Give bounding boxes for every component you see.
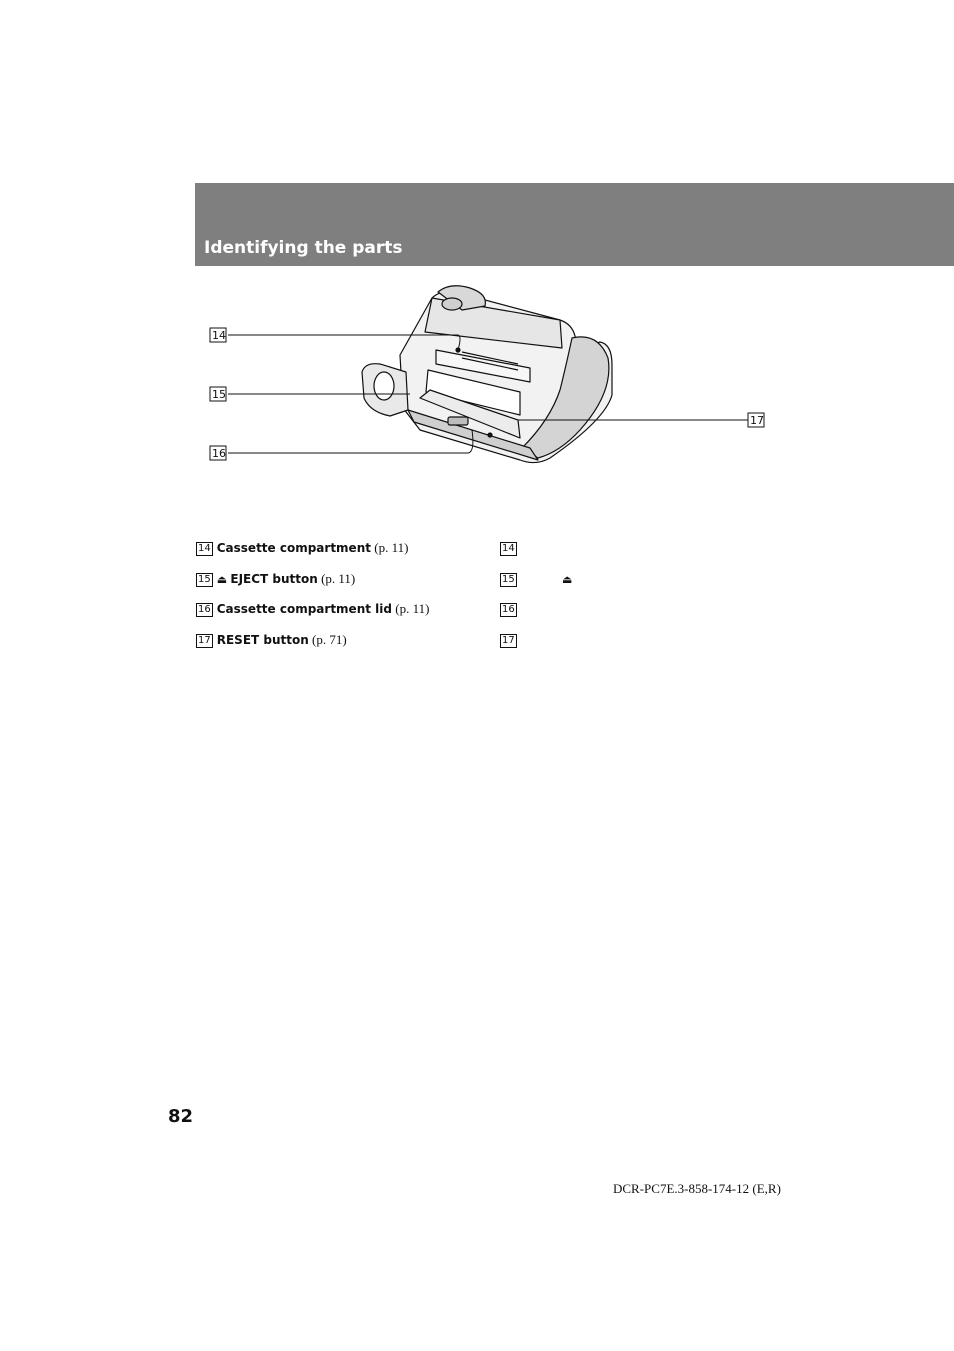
right-item-15 xyxy=(500,571,521,587)
eject-icon: ⏏ xyxy=(562,573,573,586)
item-name: Cassette compartment lid xyxy=(216,602,392,616)
parts-item-reset-button xyxy=(196,632,347,648)
parts-item-cassette-compartment xyxy=(196,540,408,556)
item-number: 15 xyxy=(502,574,515,586)
right-item-16 xyxy=(500,601,521,617)
page-title: Identifying the parts xyxy=(204,238,403,258)
right-item-17 xyxy=(500,632,521,648)
item-page-ref: (p. 11) xyxy=(374,540,409,555)
eject-icon: ⏏ xyxy=(216,573,228,586)
item-name: RESET button xyxy=(216,633,309,647)
item-number: 14 xyxy=(198,543,211,555)
callout-14: 14 xyxy=(212,329,226,342)
callout-16: 16 xyxy=(212,447,226,460)
item-name: EJECT button xyxy=(230,572,318,586)
document-code: DCR-PC7E.3-858-174-12 (E,R) xyxy=(613,1181,781,1196)
parts-item-eject-button xyxy=(196,571,355,587)
item-page-ref: (p. 11) xyxy=(395,601,430,616)
item-number: 14 xyxy=(502,543,515,555)
parts-item-cassette-lid xyxy=(196,601,429,617)
item-name: Cassette compartment xyxy=(216,541,371,555)
right-item-14 xyxy=(500,540,521,556)
item-page-ref: (p. 11) xyxy=(321,571,356,586)
item-number: 16 xyxy=(502,604,515,616)
item-page-ref: (p. 71) xyxy=(312,632,347,647)
page-number: 82 xyxy=(168,1106,194,1127)
item-number: 17 xyxy=(502,635,515,647)
callout-17: 17 xyxy=(750,414,764,427)
item-number: 17 xyxy=(198,635,211,647)
item-number: 16 xyxy=(198,604,211,616)
item-number: 15 xyxy=(198,574,211,586)
callout-15: 15 xyxy=(212,388,226,401)
camcorder-illustration xyxy=(200,280,780,480)
